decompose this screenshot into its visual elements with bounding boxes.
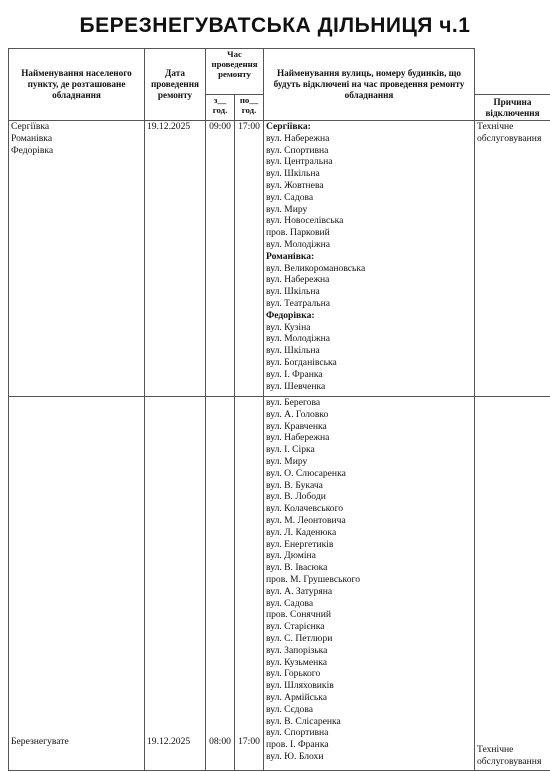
streets-cell <box>264 397 475 771</box>
street-item: вул. Миру <box>266 455 308 467</box>
street-item: вул. Енергетиків <box>266 538 334 550</box>
street-item: вул. Колачевського <box>266 503 344 515</box>
reason-cell: Технічне обслуговування <box>475 121 550 397</box>
date-cell: 19.12.2025 <box>145 397 206 771</box>
street-item: вул. Шляховиків <box>266 680 334 692</box>
street-item: пров. І. Франка <box>266 739 329 751</box>
header-reason: Причина відключення <box>475 95 550 121</box>
street-item: вул. Миру <box>266 203 308 215</box>
street-item: вул. Армійська <box>266 691 328 703</box>
street-item: вул. Садова <box>266 597 314 609</box>
header-from: з__ год. <box>206 95 235 121</box>
settlement-name: Романівка <box>11 132 53 144</box>
time-from-cell: 09:00 <box>206 121 235 397</box>
street-item: вул. Молодіжна <box>266 333 330 345</box>
street-item: вул. Шевченка <box>266 380 326 392</box>
street-item: вул. А. Головко <box>266 408 329 420</box>
settlement-cell <box>9 397 145 771</box>
street-item: вул. Шкільна <box>266 345 320 357</box>
street-item: вул. Кузіна <box>266 321 311 333</box>
street-item: вул. Старієнка <box>266 621 325 633</box>
village-heading: Сергіївка: <box>266 121 311 132</box>
date-cell: 19.12.2025 <box>145 121 206 397</box>
street-item: вул. Богданівська <box>266 356 337 368</box>
street-item: вул. Жовтнева <box>266 179 324 191</box>
street-item: пров. Парковий <box>266 227 330 239</box>
time-to-cell: 17:00 <box>235 121 264 397</box>
header-time: Час проведення ремонту <box>206 49 264 95</box>
time-from-cell: 08:00 <box>206 397 235 771</box>
street-item: вул. Спортивна <box>266 727 329 739</box>
street-item: вул. Новоселівська <box>266 215 344 227</box>
street-item: вул. Театральна <box>266 297 331 309</box>
settlement-name: Березнегувате <box>11 736 69 748</box>
street-item: пров. М. Грушевського <box>266 573 361 585</box>
street-item: вул. Молодіжна <box>266 238 330 250</box>
street-item: вул. Кравченка <box>266 420 327 432</box>
time-to-cell: 17:00 <box>235 397 264 771</box>
street-item: вул. Центральна <box>266 156 333 168</box>
street-item: вул. Горького <box>266 668 321 680</box>
street-item: вул. Набережна <box>266 274 330 286</box>
settlement-cell <box>9 121 145 397</box>
table-row <box>9 121 550 397</box>
header-streets: Найменування вулиць, номеру будинків, що будуть відключені на час проведення ремонту обладнання <box>264 49 475 121</box>
header-to: по__ год. <box>235 95 264 121</box>
street-item: вул. В. Івасюка <box>266 562 328 574</box>
table-row <box>9 397 550 771</box>
header-reason-spacer <box>475 49 550 95</box>
street-item: вул. Л. Каденюка <box>266 526 337 538</box>
street-item: вул. В. Слісаренка <box>266 715 341 727</box>
street-item: вул. Дюміна <box>266 550 316 562</box>
village-heading: Федорівка: <box>266 309 315 321</box>
street-item: вул. О. Слюсаренка <box>266 467 346 479</box>
street-item: вул. Шкільна <box>266 286 320 298</box>
street-item: вул. Садова <box>266 191 314 203</box>
street-item: вул. Великоромановська <box>266 262 366 274</box>
header-settlement: Найменування населеного пункту, де розташоване обладнання <box>9 49 145 121</box>
street-item: вул. А. Затуряна <box>266 585 333 597</box>
street-item: пров. Сонячний <box>266 609 332 621</box>
street-item: вул. Берегова <box>266 397 321 408</box>
settlement-name: Федорівка <box>11 144 54 156</box>
street-item: вул. В. Лободи <box>266 491 326 503</box>
reason-cell: Технічне обслуговування <box>475 397 550 771</box>
street-item: вул. Сєдова <box>266 703 314 715</box>
street-item: вул. І. Сірка <box>266 444 315 456</box>
header-date: Дата проведення ремонту <box>145 49 206 121</box>
page-title: БЕРЕЗНЕГУВАТСЬКА ДІЛЬНИЦЯ ч.1 <box>79 14 471 37</box>
street-item: вул. Шкільна <box>266 168 320 180</box>
outage-table <box>8 48 550 771</box>
street-item: вул. Набережна <box>266 132 330 144</box>
street-item: вул. М. Леонтовича <box>266 514 346 526</box>
streets-cell <box>264 121 475 397</box>
street-item: вул. Запорізька <box>266 644 328 656</box>
settlement-name: Сергіївка <box>11 121 50 132</box>
street-item: вул. Кузьменка <box>266 656 328 668</box>
street-item: вул. Ю. Блохи <box>266 750 324 762</box>
street-item: вул. С. Петлюри <box>266 632 333 644</box>
street-item: вул. І. Франка <box>266 368 323 380</box>
street-item: вул. В. Букача <box>266 479 323 491</box>
village-heading: Романівка: <box>266 250 315 262</box>
street-item: вул. Набережна <box>266 432 330 444</box>
street-item: вул. Спортивна <box>266 144 329 156</box>
